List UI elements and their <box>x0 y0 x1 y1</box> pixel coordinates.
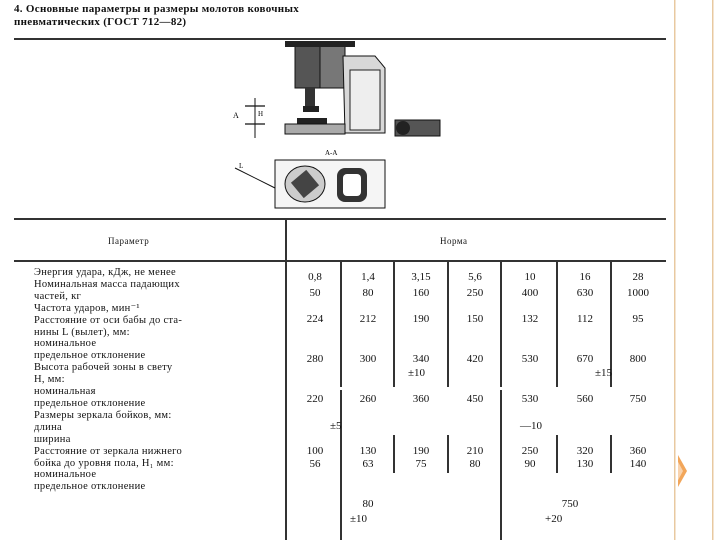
mass-cell: 400 <box>521 287 539 299</box>
freq-cell: 190 <box>412 313 430 325</box>
param-row: Н, мм: <box>34 374 65 386</box>
col-divider-4 <box>500 262 502 387</box>
frame-window <box>350 70 380 130</box>
param-row: предельное отклонение <box>34 397 146 409</box>
param-row: номинальное <box>34 469 97 481</box>
col-divider-2 <box>393 262 395 387</box>
lower-die <box>297 118 327 124</box>
energy-cell: 16 <box>579 271 591 283</box>
energy-cell: 28 <box>632 271 644 283</box>
ram-cylinder <box>295 43 320 88</box>
l-tolerance-cell: ±15 <box>595 367 613 379</box>
header-param: Параметр <box>108 236 150 246</box>
mass-cell: 1000 <box>627 287 649 299</box>
freq-cell: 112 <box>576 313 594 325</box>
rule-top <box>14 38 666 40</box>
dim-label-l: L <box>239 162 244 170</box>
l-nominal-cell: 530 <box>521 353 539 365</box>
freq-cell: 224 <box>306 313 324 325</box>
h-nominal-cell: 560 <box>576 393 594 405</box>
param-row: Высота рабочей зоны в свету <box>34 362 173 374</box>
next-slide-arrow-icon[interactable] <box>676 455 688 487</box>
mass-cell: 630 <box>576 287 594 299</box>
col-divider-1b <box>340 390 342 540</box>
section-frame-hole <box>343 174 361 196</box>
col-divider-5b <box>556 435 558 473</box>
h1-nominal-cell: 80 <box>362 498 374 510</box>
param-row: бойка до уровня пола, Н₁ мм: <box>34 457 174 469</box>
param-row: предельное отклонение <box>34 350 146 362</box>
header-norm: Норма <box>440 236 468 246</box>
length-cell: 100 <box>306 445 324 457</box>
param-row: номинальная <box>34 386 96 398</box>
pulley <box>396 121 410 135</box>
energy-cell: 3,15 <box>411 271 431 283</box>
col-divider-4b <box>500 390 502 540</box>
h-nominal-cell: 750 <box>629 393 647 405</box>
rule-header-top <box>14 218 666 220</box>
compressor-cylinder <box>320 43 345 88</box>
col-divider-3 <box>447 262 449 387</box>
anvil <box>285 124 345 134</box>
h-tolerance-cell: ±5 <box>330 420 342 432</box>
mass-cell: 50 <box>309 287 321 299</box>
param-row: нины L (вылет), мм: <box>34 326 130 338</box>
hammer-drawing <box>225 38 475 213</box>
param-row: длина <box>34 421 62 433</box>
dim-label-a: А <box>233 111 239 120</box>
col-divider-5 <box>556 262 558 387</box>
h-nominal-cell: 220 <box>306 393 324 405</box>
h-tolerance-cell: —10 <box>520 420 542 432</box>
length-cell: 320 <box>576 445 594 457</box>
width-cell: 90 <box>524 458 536 470</box>
param-row: Расстояние от зеркала нижнего <box>34 445 183 457</box>
width-cell: 56 <box>309 458 321 470</box>
freq-cell: 95 <box>632 313 644 325</box>
width-cell: 63 <box>362 458 374 470</box>
col-divider-param <box>285 218 287 540</box>
title-line-1: 4. Основные параметры и размеры молотов ковочных <box>14 3 300 15</box>
mass-cell: 80 <box>362 287 374 299</box>
length-cell: 190 <box>412 445 430 457</box>
energy-cell: 0,8 <box>308 271 322 283</box>
width-cell: 140 <box>629 458 647 470</box>
upper-die <box>303 106 319 112</box>
section-label: А-А <box>325 149 338 157</box>
energy-cell: 1,4 <box>361 271 375 283</box>
col-divider-1 <box>340 262 342 387</box>
l-nominal-cell: 300 <box>359 353 377 365</box>
width-cell: 80 <box>469 458 481 470</box>
param-row: предельное отклонение <box>34 481 146 493</box>
width-cell: 130 <box>576 458 594 470</box>
param-row: частей, кг <box>34 290 82 302</box>
top-cap <box>285 41 355 47</box>
table-title <box>14 3 299 29</box>
mass-cell: 160 <box>412 287 430 299</box>
param-row: Размеры зеркала бойков, мм: <box>34 409 172 421</box>
param-row: номинальное <box>34 338 97 350</box>
h-nominal-cell: 450 <box>466 393 484 405</box>
title-line-2: пневматических (ГОСТ 712—82) <box>14 16 187 28</box>
width-cell: 75 <box>415 458 427 470</box>
col-divider-2b <box>393 435 395 473</box>
l-nominal-cell: 800 <box>629 353 647 365</box>
h1-tolerance-cell: +20 <box>545 513 563 525</box>
h-nominal-cell: 530 <box>521 393 539 405</box>
l-nominal-cell: 670 <box>576 353 594 365</box>
param-row: Номинальная масса падающих <box>34 278 180 290</box>
length-cell: 210 <box>466 445 484 457</box>
param-list <box>34 267 182 493</box>
freq-cell: 150 <box>466 313 484 325</box>
freq-cell: 132 <box>521 313 539 325</box>
param-row: Частота ударов, мин⁻¹ <box>34 302 140 314</box>
l-nominal-cell: 280 <box>306 353 324 365</box>
l-nominal-cell: 420 <box>466 353 484 365</box>
h1-nominal-cell: 750 <box>561 498 579 510</box>
param-row: ширина <box>34 433 71 445</box>
freq-cell: 212 <box>359 313 377 325</box>
length-cell: 360 <box>629 445 647 457</box>
energy-cell: 10 <box>524 271 536 283</box>
col-divider-3b <box>447 435 449 473</box>
col-divider-6b <box>610 435 612 473</box>
h-nominal-cell: 360 <box>412 393 430 405</box>
l-tolerance-cell: ±10 <box>408 367 426 379</box>
mass-cell: 250 <box>466 287 484 299</box>
param-row: Расстояние от оси бабы до ста- <box>34 314 183 326</box>
length-cell: 130 <box>359 445 377 457</box>
l-nominal-cell: 340 <box>412 353 430 365</box>
length-cell: 250 <box>521 445 539 457</box>
energy-cell: 5,6 <box>468 271 482 283</box>
h1-tolerance-cell: ±10 <box>350 513 368 525</box>
h-nominal-cell: 260 <box>359 393 377 405</box>
param-row: Энергия удара, кДж, не менее <box>34 267 176 278</box>
dim-label-h: Н <box>258 110 264 118</box>
ram <box>305 88 315 106</box>
